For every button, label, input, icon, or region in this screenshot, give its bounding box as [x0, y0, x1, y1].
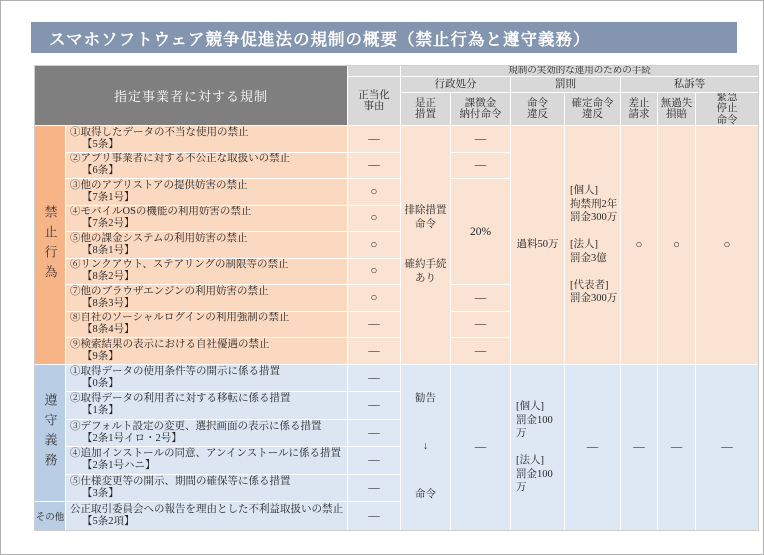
corner-header: 指定事業者に対する規制 — [35, 66, 347, 125]
prohibited-emergency-stop-cell: ○ — [696, 126, 758, 364]
comply-corrective-measure-cell: 勧告 ↓ 命令 — [401, 365, 450, 531]
prohibited-row-9-item: ⑨検索結果の表示における自社優遇の禁止 — [70, 338, 270, 350]
prohibited-row-2 — [66, 153, 347, 179]
prohibited-row-5-ref: 【8条1号】 — [82, 244, 135, 256]
category-prohibited-acts: 禁止行為 — [35, 126, 65, 364]
comply-row-3-item: ③デフォルト設定の変更、選択画面の表示に係る措置 — [70, 420, 322, 432]
title-bar — [31, 22, 737, 53]
prohibited-row-4-ref: 【7条2号】 — [82, 218, 135, 230]
prohibited-row-4-item: ④モバイルOSの機能の利用妨害の禁止 — [70, 206, 252, 218]
comply-no-fault-damages-cell: — — [658, 365, 695, 531]
other-row — [66, 502, 347, 530]
header-spacer — [348, 66, 400, 76]
comply-emergency-stop-cell: — — [696, 365, 758, 531]
prohibited-row-9-justification: — — [348, 338, 400, 364]
col-header-injunction: 差止 請求 — [621, 93, 657, 125]
prohibited-row-5 — [66, 232, 347, 258]
prohibited-row-9-ref: 【9条】 — [82, 350, 119, 362]
comply-surcharge-cell: — — [451, 365, 510, 531]
prohibited-row-4 — [66, 206, 347, 232]
prohibited-surcharge-row-2: — — [451, 153, 510, 179]
comply-row-1-justification: — — [348, 365, 400, 392]
prohibited-row-7-justification: ○ — [348, 285, 400, 311]
other-row-ref: 【5条2項】 — [82, 516, 135, 527]
comply-row-1 — [66, 365, 347, 392]
prohibited-row-3-justification: ○ — [348, 179, 400, 205]
comply-row-2 — [66, 392, 347, 419]
prohibited-row-8-justification: — — [348, 312, 400, 338]
prohibited-order-violation-cell: 過料50万 — [511, 126, 564, 364]
prohibited-row-8-item: ⑧自社のソーシャルログインの利用強制の禁止 — [70, 312, 290, 324]
comply-final-order-violation-cell: — — [565, 365, 620, 531]
regulation-table — [34, 65, 759, 531]
other-row-item: 公正取引委員会への報告を理由とした不利益取扱いの禁止 — [70, 504, 343, 515]
prohibited-row-6-item: ⑥リンクアウト、ステアリングの制限等の禁止 — [70, 259, 289, 271]
prohibited-surcharge-row-1: — — [451, 126, 510, 152]
prohibited-row-8 — [66, 312, 347, 338]
comply-row-2-justification: — — [348, 392, 400, 419]
comply-row-3 — [66, 420, 347, 447]
comply-row-4-ref: 【2条1号ハニ】 — [82, 460, 156, 472]
prohibited-row-6-justification: ○ — [348, 259, 400, 285]
comply-row-4-justification: — — [348, 447, 400, 474]
col-header-justification: 正当化 事由 — [348, 77, 400, 125]
comply-row-1-ref: 【0条】 — [82, 377, 119, 389]
prohibited-row-7-ref: 【8条3号】 — [82, 297, 135, 309]
category-compliance-obligations: 遵守義務 — [35, 365, 65, 502]
prohibited-surcharge-row-9: — — [451, 338, 510, 364]
prohibited-row-5-justification: ○ — [348, 232, 400, 258]
prohibited-row-1-justification: — — [348, 126, 400, 152]
comply-row-4-item: ④追加インストールの同意、アンインストールに係る措置 — [70, 448, 342, 460]
comply-row-3-ref: 【2条1号イロ・2号】 — [82, 432, 182, 444]
group-header-private-suits: 私訴等 — [621, 77, 758, 92]
comply-injunction-cell: — — [621, 365, 657, 531]
comply-row-5-justification: — — [348, 475, 400, 502]
prohibited-row-3 — [66, 179, 347, 205]
comply-row-1-item: ①取得データの使用条件等の開示に係る措置 — [70, 365, 280, 377]
other-row-justification: — — [348, 502, 400, 530]
procedures-header: 規制の実効的な運用のための手続 — [401, 66, 758, 76]
comply-row-5 — [66, 475, 347, 502]
col-header-no-fault: 無過失 損賠 — [658, 93, 695, 125]
prohibited-row-9 — [66, 338, 347, 364]
col-header-order-violation: 命令 違反 — [511, 93, 564, 125]
prohibited-row-1-item: ①取得したデータの不当な使用の禁止 — [70, 126, 249, 138]
prohibited-row-1 — [66, 126, 347, 152]
comply-row-3-justification: — — [348, 420, 400, 447]
page-title: スマホソフトウェア競争促進法の規制の概要（禁止行為と遵守義務） — [49, 29, 591, 49]
prohibited-final-order-violation-cell: [個人] 拘禁刑2年 罰金300万 [法人] 罰金3億 [代表者] 罰金300万 — [565, 126, 620, 364]
prohibited-surcharge-row-7: — — [451, 285, 510, 311]
comply-row-2-ref: 【1条】 — [82, 405, 119, 417]
prohibited-injunction-cell: ○ — [621, 126, 657, 364]
col-header-corrective: 是正 措置 — [401, 93, 450, 125]
prohibited-row-2-ref: 【6条】 — [82, 165, 119, 177]
prohibited-row-4-justification: ○ — [348, 206, 400, 232]
col-header-final-violation: 確定命令 違反 — [565, 93, 620, 125]
prohibited-row-3-item: ③他のアプリストアの提供妨害の禁止 — [70, 179, 248, 191]
comply-row-4 — [66, 447, 347, 474]
prohibited-row-2-item: ②アプリ事業者に対する不公正な取扱いの禁止 — [70, 153, 291, 165]
prohibited-row-7-item: ⑦他のブラウザエンジンの利用妨害の禁止 — [70, 285, 269, 297]
prohibited-row-6 — [66, 259, 347, 285]
prohibited-surcharge-rate-cell: 20% — [451, 179, 510, 284]
prohibited-row-3-ref: 【7条1号】 — [82, 191, 135, 203]
prohibited-row-7 — [66, 285, 347, 311]
comply-row-5-ref: 【3条】 — [82, 487, 119, 499]
col-header-surcharge: 課徴金 納付命令 — [451, 93, 510, 125]
prohibited-row-2-justification: — — [348, 153, 400, 179]
prohibited-row-5-item: ⑤他の課金システムの利用妨害の禁止 — [70, 232, 248, 244]
prohibited-row-6-ref: 【8条2号】 — [82, 271, 135, 283]
prohibited-row-1-ref: 【5条】 — [82, 138, 119, 150]
prohibited-corrective-measure-cell: 排除措置 命令 確約手続 あり — [401, 126, 450, 364]
group-header-administrative: 行政処分 — [401, 77, 510, 92]
category-other: その他 — [35, 502, 65, 530]
prohibited-no-fault-damages-cell: ○ — [658, 126, 695, 364]
prohibited-surcharge-row-8: — — [451, 312, 510, 338]
comply-order-violation-cell: [個人] 罰金100 万 [法人] 罰金100 万 — [511, 365, 564, 531]
group-header-penalties: 罰則 — [511, 77, 620, 92]
comply-row-2-item: ②取得データの利用者に対する移転に係る措置 — [70, 393, 291, 405]
col-header-emergency: 緊急 停止 命令 — [696, 93, 758, 125]
prohibited-row-8-ref: 【8条4号】 — [82, 324, 135, 336]
comply-row-5-item: ⑤仕様変更等の開示、期間の確保等に係る措置 — [70, 475, 291, 487]
